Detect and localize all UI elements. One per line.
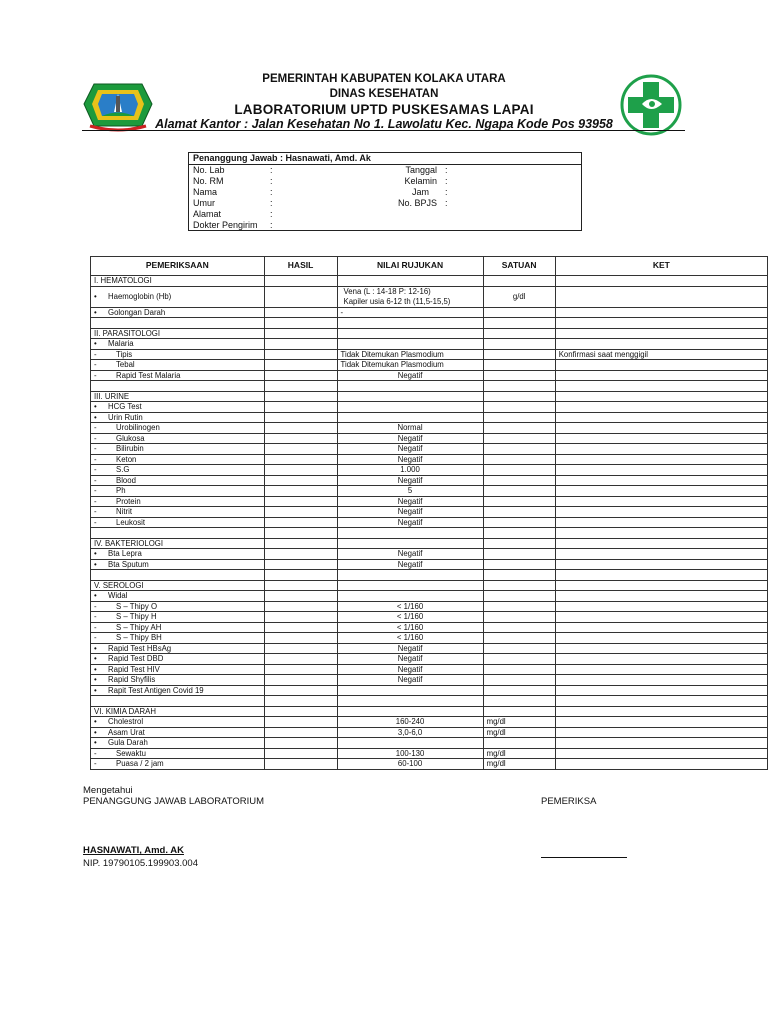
thipy-o-reference: < 1/160 (337, 601, 483, 612)
colon: : (270, 187, 273, 197)
sewaktu-reference: 100-130 (337, 748, 483, 759)
label-dokter-pengirim: Dokter Pengirim (193, 220, 258, 230)
puasa-unit: mg/dl (483, 759, 555, 770)
letterhead (0, 72, 768, 132)
col-header-hasil: HASIL (264, 257, 337, 276)
test-shyfilis: • Rapid Shyfilis (94, 675, 155, 684)
colon: : (270, 165, 273, 175)
table-row (91, 612, 768, 623)
test-hiv: • Rapid Test HIV (94, 665, 160, 674)
lab-results-table (90, 256, 768, 770)
nitrit-reference: Negatif (337, 507, 483, 518)
protein-reference: Negatif (337, 496, 483, 507)
table-row (91, 559, 768, 570)
table-row (91, 685, 768, 696)
test-nitrit: - Nitrit (91, 507, 265, 518)
test-asam-urat: • Asam Urat (94, 728, 145, 737)
test-sg: - S.G (91, 465, 265, 476)
urobilinogen-reference: Normal (337, 423, 483, 434)
test-cholestrol: • Cholestrol (94, 717, 143, 726)
test-widal: • Widal (94, 591, 128, 600)
label-no-lab: No. Lab (193, 165, 225, 175)
col-header-satuan: SATUAN (483, 257, 555, 276)
table-row (91, 475, 768, 486)
test-bta-lepra: • Bta Lepra (94, 549, 142, 558)
table-row (91, 759, 768, 770)
section-row (91, 391, 768, 402)
sewaktu-unit: mg/dl (483, 748, 555, 759)
responsible-person: Penanggung Jawab : Hasnawati, Amd. Ak (189, 153, 581, 165)
table-row (91, 675, 768, 686)
test-puasa: - Puasa / 2 jam (91, 759, 265, 770)
test-bilirubin: - Bilirubin (91, 444, 265, 455)
label-jam: Jam (411, 187, 429, 197)
mengetahui-label: Mengetahui (83, 785, 133, 796)
section-row (91, 538, 768, 549)
test-bta-sputum: • Bta Sputum (94, 560, 149, 569)
table-row (91, 643, 768, 654)
tipis-ket: Konfirmasi saat menggigil (555, 349, 767, 360)
test-thipy-o: - S – Thipy O (91, 601, 265, 612)
hb-ref-vena: Vena (L : 14-18 P: 12-16) (343, 287, 431, 296)
dbd-reference: Negatif (337, 654, 483, 665)
keton-reference: Negatif (337, 454, 483, 465)
test-urobilinogen: - Urobilinogen (91, 423, 265, 434)
colon: : (445, 198, 448, 208)
table-row (91, 748, 768, 759)
ph-reference: 5 (337, 486, 483, 497)
hiv-reference: Negatif (337, 664, 483, 675)
test-rapid-malaria: - Rapid Test Malaria (91, 370, 265, 381)
bta-lepra-reference: Negatif (337, 549, 483, 560)
table-row (91, 370, 768, 381)
puasa-reference: 60-100 (337, 759, 483, 770)
section-hematologi: I. HEMATOLOGI (91, 276, 265, 287)
bilirubin-reference: Negatif (337, 444, 483, 455)
table-row (91, 360, 768, 371)
test-sewaktu: - Sewaktu (91, 748, 265, 759)
label-kelamin: Kelamin (404, 176, 437, 186)
pemeriksa-label: PEMERIKSA (541, 796, 597, 807)
section-serologi: V. SEROLOGI (91, 580, 265, 591)
table-row (91, 664, 768, 675)
table-row (91, 496, 768, 507)
thipy-h-reference: < 1/160 (337, 612, 483, 623)
signer-name: HASNAWATI, Amd. AK (83, 845, 184, 856)
hbsag-reference: Negatif (337, 643, 483, 654)
table-row (91, 654, 768, 665)
test-blood: - Blood (91, 475, 265, 486)
col-header-pemeriksaan: PEMERIKSAAN (91, 257, 265, 276)
test-golongan-darah: • Golongan Darah (91, 307, 265, 318)
colon: : (270, 176, 273, 186)
section-row (91, 580, 768, 591)
label-alamat: Alamat (193, 209, 222, 219)
tebal-reference: Tidak Ditemukan Plasmodium (337, 360, 483, 371)
colon: : (270, 198, 273, 208)
colon: : (445, 165, 448, 175)
section-row (91, 276, 768, 287)
shyfilis-reference: Negatif (337, 675, 483, 686)
table-row (91, 717, 768, 728)
label-tanggal: Tanggal (405, 165, 437, 175)
table-row (91, 601, 768, 612)
office-address: Alamat Kantor : Jalan Kesehatan No 1. Lawolatu Kec. Ngapa Kode Pos 93958 (155, 117, 613, 131)
label-no-bpjs: No. BPJS (397, 198, 437, 208)
test-hbsag: • Rapid Test HBsAg (94, 644, 171, 653)
section-row (91, 328, 768, 339)
section-urine: III. URINE (91, 391, 265, 402)
test-gula-darah: • Gula Darah (94, 738, 148, 747)
tipis-reference: Tidak Ditemukan Plasmodium (337, 349, 483, 360)
thipy-bh-reference: < 1/160 (337, 633, 483, 644)
table-row (91, 433, 768, 444)
test-leukosit: - Leukosit (91, 517, 265, 528)
colon: : (445, 187, 448, 197)
test-covid-antigen: • Rapit Test Antigen Covid 19 (94, 686, 204, 695)
test-dbd: • Rapid Test DBD (94, 654, 163, 663)
test-tebal: - Tebal (91, 360, 265, 371)
table-header-row (91, 257, 768, 276)
test-malaria: • Malaria (94, 339, 134, 348)
patient-info-box (188, 152, 582, 231)
table-row (91, 622, 768, 633)
section-bakteriologi: IV. BAKTERIOLOGI (91, 538, 265, 549)
label-umur: Umur (193, 198, 215, 208)
table-row (91, 517, 768, 528)
table-row (91, 591, 768, 602)
test-urin-rutin: • Urin Rutin (94, 413, 143, 422)
test-thipy-bh: - S – Thipy BH (91, 633, 265, 644)
section-kimia-darah: VI. KIMIA DARAH (91, 706, 265, 717)
glukosa-reference: Negatif (337, 433, 483, 444)
header-divider (82, 130, 685, 131)
hb-reference (337, 286, 483, 307)
examiner-signature-line (541, 857, 627, 858)
asam-urat-unit: mg/dl (483, 727, 555, 738)
test-glukosa: - Glukosa (91, 433, 265, 444)
table-row (91, 454, 768, 465)
pj-lab-label: PENANGGUNG JAWAB LABORATORIUM (83, 796, 265, 807)
hb-ref-kapiler: Kapiler usia 6-12 th (11,5-15,5) (343, 296, 451, 306)
sg-reference: 1.000 (337, 465, 483, 476)
test-haemoglobin: • Haemoglobin (Hb) (91, 286, 265, 307)
table-row (91, 549, 768, 560)
test-keton: - Keton (91, 454, 265, 465)
colon: : (270, 209, 273, 219)
section-parasitologi: II. PARASITOLOGI (91, 328, 265, 339)
table-row (91, 486, 768, 497)
label-nama: Nama (193, 187, 218, 197)
cholestrol-reference: 160-240 (337, 717, 483, 728)
table-row (91, 423, 768, 434)
agency-name: DINAS KESEHATAN (329, 88, 439, 100)
table-row (91, 727, 768, 738)
test-thipy-ah: - S – Thipy AH (91, 622, 265, 633)
colon: : (270, 220, 273, 230)
goldar-reference: - (337, 307, 483, 318)
asam-urat-reference: 3,0-6,0 (337, 727, 483, 738)
table-row (91, 286, 768, 307)
table-row (91, 738, 768, 749)
leukosit-reference: Negatif (337, 517, 483, 528)
table-row (91, 507, 768, 518)
test-thipy-h: - S – Thipy H (91, 612, 265, 623)
test-tipis: - Tipis (91, 349, 265, 360)
test-protein: - Protein (91, 496, 265, 507)
hb-unit: g/dl (483, 286, 555, 307)
table-row (91, 307, 768, 318)
rdt-malaria-reference: Negatif (337, 370, 483, 381)
thipy-ah-reference: < 1/160 (337, 622, 483, 633)
col-header-ket: KET (555, 257, 767, 276)
col-header-nilai-rujukan: NILAI RUJUKAN (337, 257, 483, 276)
table-row (91, 444, 768, 455)
table-row (91, 402, 768, 413)
label-no-rm: No. RM (193, 176, 224, 186)
table-row (91, 633, 768, 644)
colon: : (445, 176, 448, 186)
blood-reference: Negatif (337, 475, 483, 486)
laboratory-name: LABORATORIUM UPTD PUSKESAMAS LAPAI (234, 102, 534, 117)
table-row (91, 465, 768, 476)
test-ph: - Ph (91, 486, 265, 497)
bta-sputum-reference: Negatif (337, 559, 483, 570)
government-name: PEMERINTAH KABUPATEN KOLAKA UTARA (262, 73, 506, 85)
table-row (91, 349, 768, 360)
test-hcg: • HCG Test (94, 402, 142, 411)
table-row (91, 412, 768, 423)
table-row (91, 339, 768, 350)
signer-nip: NIP. 19790105.199903.004 (83, 858, 198, 869)
section-row (91, 706, 768, 717)
cholestrol-unit: mg/dl (483, 717, 555, 728)
